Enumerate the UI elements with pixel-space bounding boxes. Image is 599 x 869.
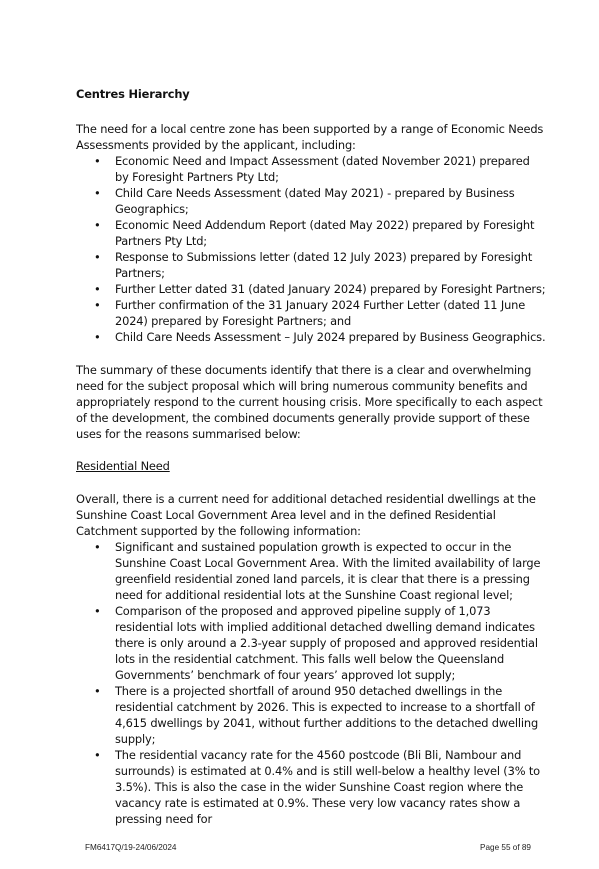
list-item: • Child Care Needs Assessment – July 2024 prepared by Business Geographics.	[76, 329, 546, 345]
list-item: • Child Care Needs Assessment (dated May 2021) - prepared by Business Geographics;	[76, 185, 546, 217]
residential-points-list	[76, 539, 546, 827]
list-item: • The residential vacancy rate for the 4560 postcode (Bli Bli, Nambour and surrounds) is estimated at 0.4% and is still well-below a healthy level (3% to 3.5%). This is also the case in the wider Sunshine Coast region where the vacancy rate is estimated at 0.9%. These very low vacancy rates show a pressing need for	[76, 747, 546, 827]
list-item: • Response to Submissions letter (dated 12 July 2023) prepared by Foresight Partners;	[76, 249, 546, 281]
list-item: • Further Letter dated 31 (dated January 2024) prepared by Foresight Partners;	[76, 281, 546, 297]
summary-paragraph: The summary of these documents identify that there is a clear and overwhelming need for the subject proposal which will bring numerous community benefits and appropriately respond to the current housing crisis. More specifically to each aspect of the development, the combined documents generally provide support of these uses for the reasons summarised below:	[76, 363, 543, 441]
list-item: • Significant and sustained population growth is expected to occur in the Sunshine Coast Local Government Area. With the limited availability of large greenfield residential zoned land parcels, it is clear that there is a pressing need for additional residential lots at the Sunshine Coast regional level;	[76, 539, 546, 603]
subsection-heading: Residential Need	[76, 459, 170, 473]
page-content	[76, 86, 546, 844]
list-item: • Further confirmation of the 31 January 2024 Further Letter (dated 11 June 2024) prepared by Foresight Partners; and	[76, 297, 546, 329]
list-item: • Economic Need Addendum Report (dated May 2022) prepared by Foresight Partners Pty Ltd;	[76, 217, 546, 249]
footer-reference: FM6417Q/19-24/06/2024	[85, 843, 177, 852]
list-item: • Comparison of the proposed and approved pipeline supply of 1,073 residential lots with implied additional detached dwelling demand indicates there is only around a 2.3-year supply of proposed and approved residential lots in the residential catchment. This falls well below the Queensland Governments’ benchmark of four years’ approved lot supply;	[76, 603, 546, 683]
assessments-list	[76, 153, 546, 345]
intro-paragraph: The need for a local centre zone has been supported by a range of Economic Needs Assessments provided by the applicant, including:	[76, 122, 544, 152]
section-heading: Centres Hierarchy	[76, 87, 190, 101]
residential-intro-paragraph: Overall, there is a current need for additional detached residential dwellings at the Sunshine Coast Local Government Area level and in the defined Residential Catchment supported by the following information:	[76, 492, 536, 538]
footer-page-number: Page 55 of 89	[480, 843, 531, 852]
list-item: • There is a projected shortfall of around 950 detached dwellings in the residential catchment by 2026. This is expected to increase to a shortfall of 4,615 dwellings by 2041, without further additions to the detached dwelling supply;	[76, 683, 546, 747]
list-item: • Economic Need and Impact Assessment (dated November 2021) prepared by Foresight Partners Pty Ltd;	[76, 153, 546, 185]
